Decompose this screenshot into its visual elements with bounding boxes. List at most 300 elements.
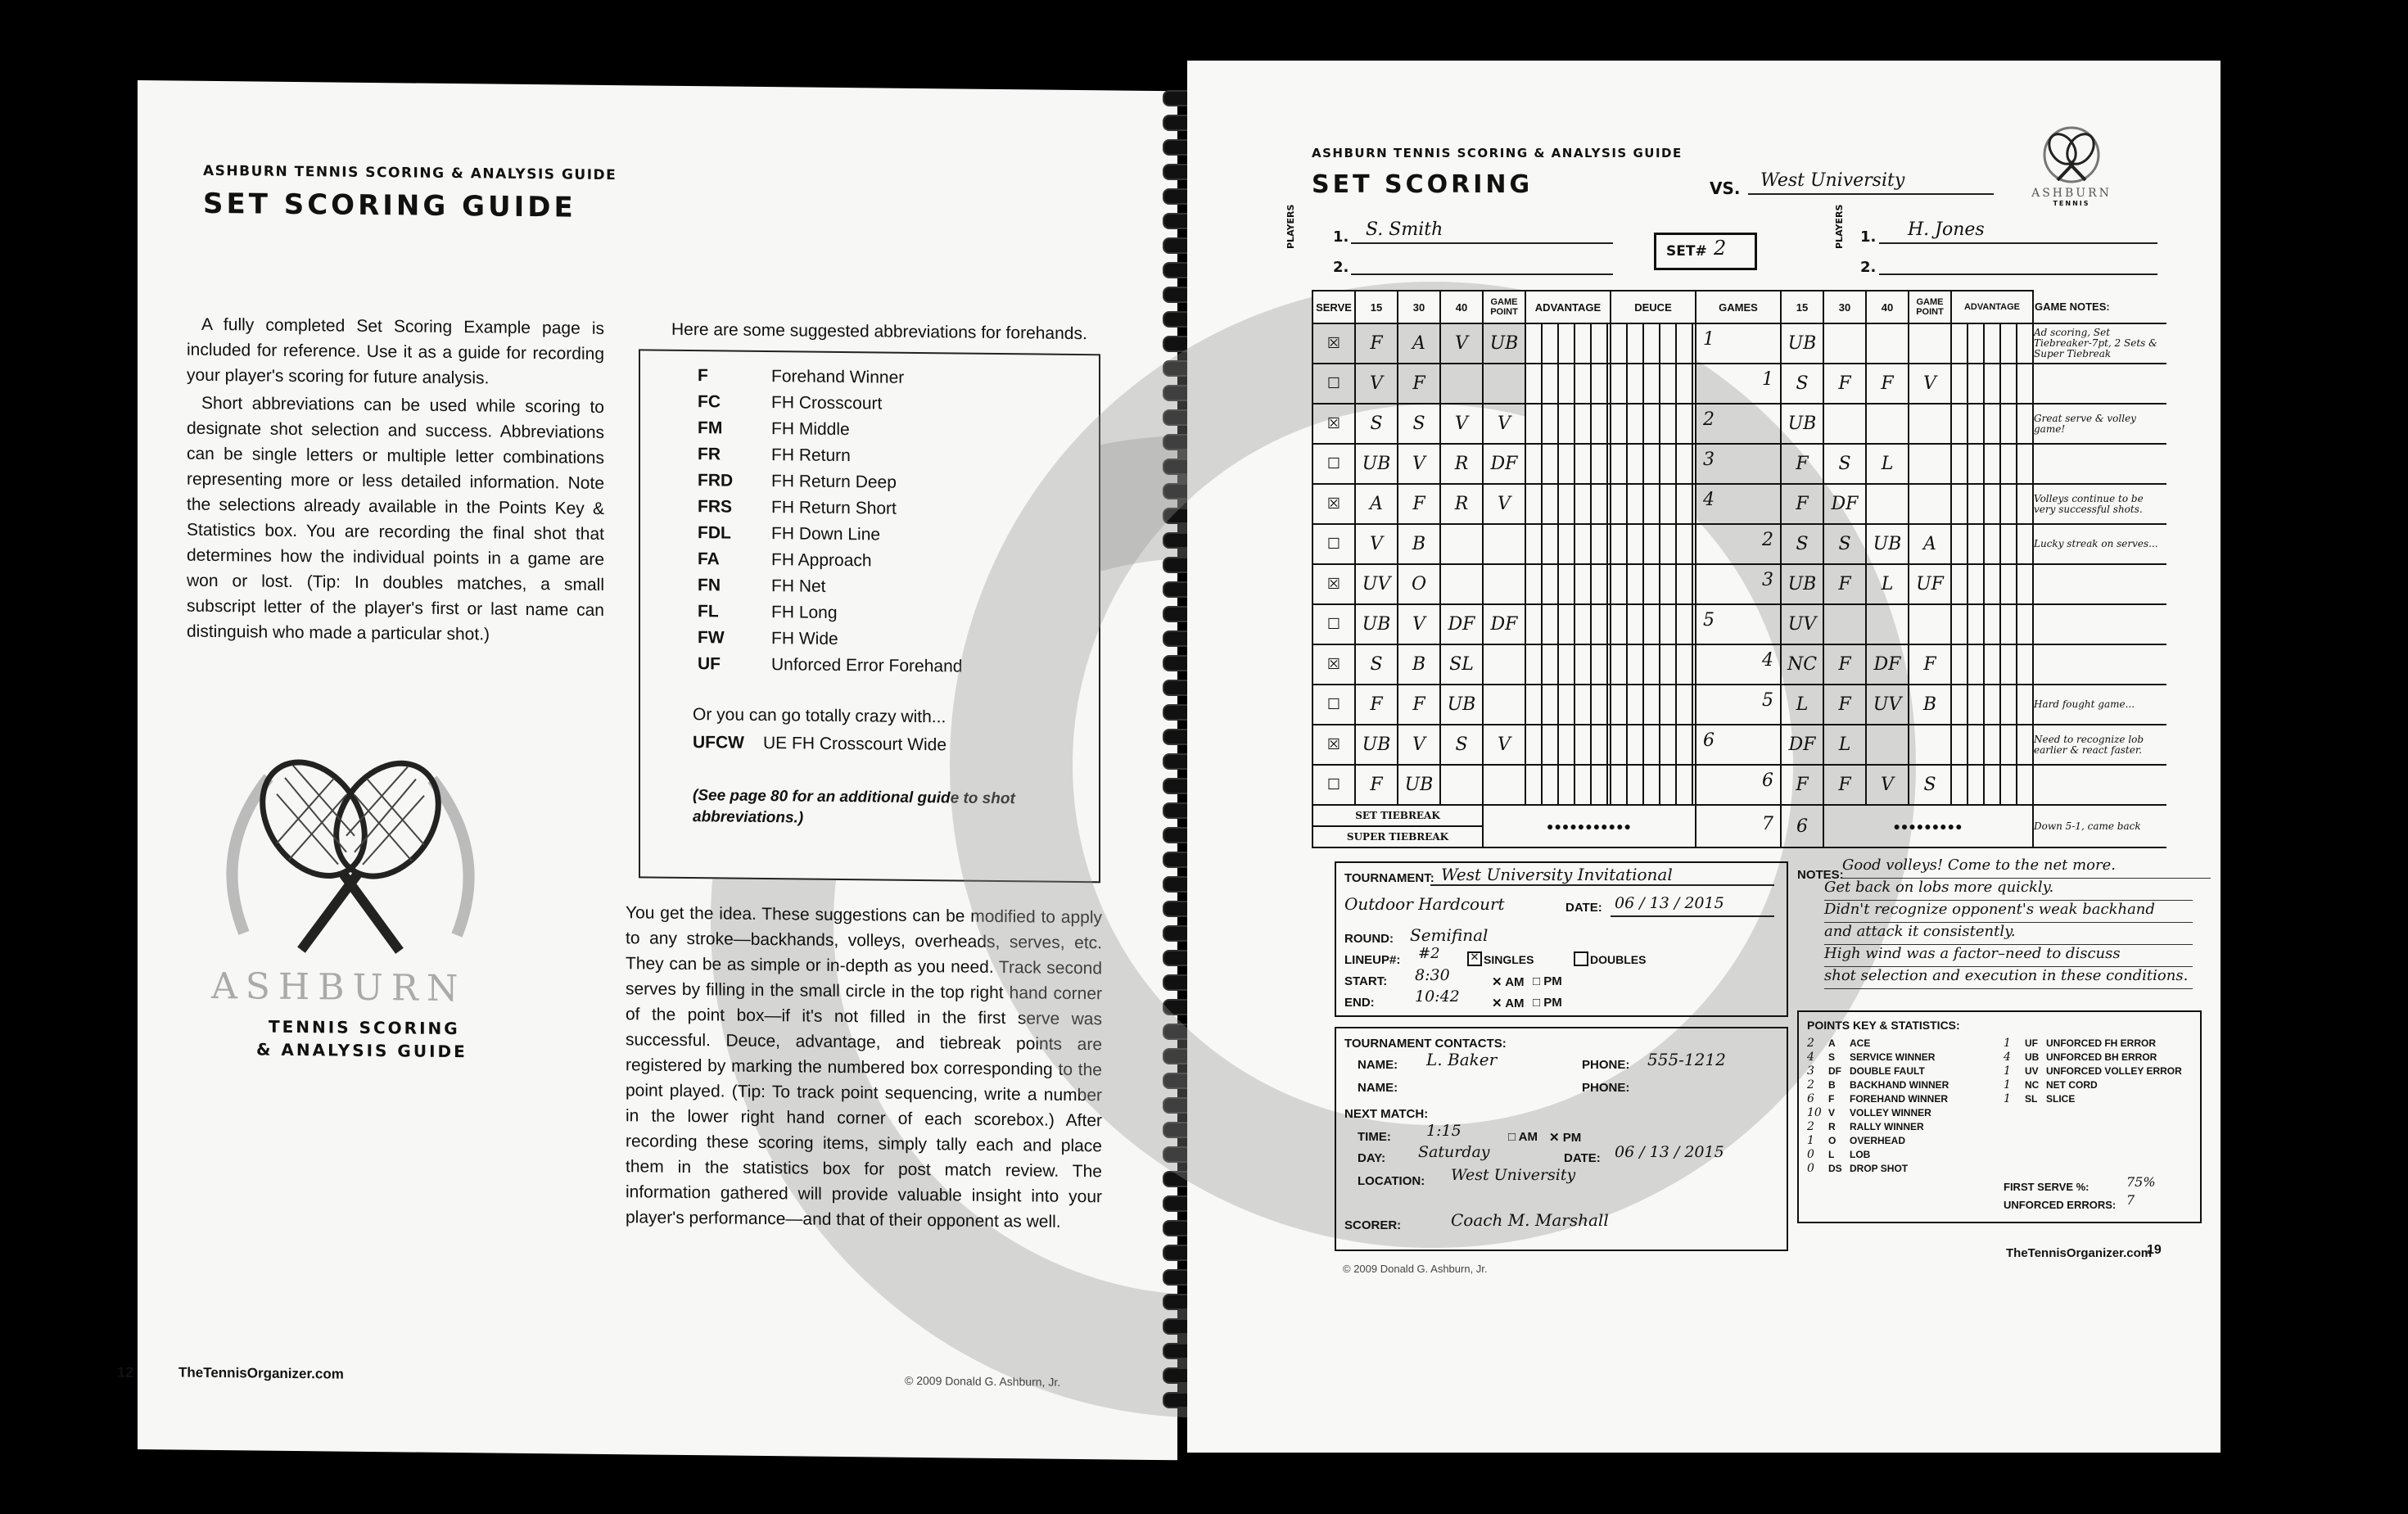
stat-row	[1807, 1148, 1870, 1161]
serve-checkbox: ☐	[1312, 765, 1355, 805]
serve-checkbox: ☐	[1312, 685, 1355, 725]
end-pm: □ PM	[1533, 996, 1562, 1010]
scoring-grid	[1312, 290, 2166, 848]
deuce-cell	[1611, 564, 1696, 604]
opp-point-cell: S	[1781, 364, 1823, 404]
next-time: 1:15	[1426, 1122, 1462, 1140]
stat-count: 1	[2004, 1037, 2011, 1050]
point-cell: V	[1440, 404, 1483, 444]
score-row	[1312, 364, 2166, 404]
opp-point-cell: S	[1823, 444, 1866, 484]
point-cell	[1483, 644, 1525, 685]
deuce-cell	[1611, 604, 1696, 644]
game-note	[2033, 564, 2166, 604]
opp-point-cell	[1866, 604, 1909, 644]
point-cell: UB	[1483, 323, 1525, 364]
stat-row	[1807, 1037, 1870, 1050]
opp-tiebreak-dots: ●●●●●●●●●	[1823, 805, 2033, 847]
players-label: PLAYERS	[1285, 204, 1296, 249]
stat-row	[2004, 1064, 2182, 1078]
stat-count: 4	[1807, 1051, 1814, 1064]
singles-checkbox[interactable]: ✕	[1467, 951, 1482, 966]
games-cell	[1696, 725, 1781, 765]
deuce-cell	[1611, 484, 1696, 524]
next-day: Saturday	[1418, 1143, 1490, 1161]
serve-checkbox: ☒	[1312, 725, 1355, 765]
games-opponent: 1	[1762, 369, 1773, 390]
games-cell	[1696, 484, 1781, 524]
note-line: High wind was a factor–need to discuss	[1824, 945, 2193, 967]
opp-advantage-cell	[1951, 444, 2033, 484]
score-row	[1312, 323, 2166, 364]
statistics-box	[1797, 1010, 2202, 1223]
opp-advantage-cell	[1951, 524, 2033, 564]
location-label: LOCATION:	[1358, 1174, 1425, 1188]
unforced-value: 7	[2126, 1192, 2135, 1208]
point-cell: UB	[1398, 765, 1440, 805]
game-note	[2033, 604, 2166, 644]
header-game-point-opp: GAME POINT	[1909, 291, 1951, 323]
start-label: START:	[1344, 974, 1388, 988]
games-cell	[1696, 524, 1781, 564]
game-note: Hard fought game...	[2033, 685, 2166, 725]
opp-point-cell: F	[1866, 364, 1909, 404]
site-name: TheTennisOrganizer.com	[178, 1364, 344, 1382]
opp-point-cell: S	[1909, 765, 1951, 805]
opp-point-cell	[1866, 404, 1909, 444]
next-date-label: DATE:	[1564, 1151, 1601, 1165]
stat-row	[2004, 1078, 2098, 1091]
games-player: 6	[1703, 730, 1715, 751]
end-value: 10:42	[1415, 987, 1460, 1006]
point-cell: A	[1355, 484, 1398, 524]
stat-row	[1807, 1051, 1935, 1064]
stat-count: 0	[1807, 1162, 1814, 1175]
opp-advantage-cell	[1951, 404, 2033, 444]
point-cell: V	[1398, 725, 1440, 765]
day-label: DAY:	[1358, 1151, 1386, 1165]
stat-code: DS	[1828, 1163, 1842, 1174]
games-cell	[1696, 685, 1781, 725]
player-1-number: 1.	[1333, 228, 1349, 246]
end-am: ✕ AM	[1492, 997, 1525, 1010]
grid-header-row	[1312, 291, 2166, 323]
point-cell: DF	[1483, 604, 1525, 644]
stat-code: F	[1828, 1093, 1835, 1105]
tiebreak-dots: ●●●●●●●●●●●	[1483, 805, 1696, 847]
games-player: 4	[1703, 490, 1715, 510]
opp-point-cell: S	[1823, 524, 1866, 564]
stat-code: UF	[2025, 1037, 2038, 1049]
stat-code: B	[1828, 1079, 1836, 1091]
logo-word: ASHBURN	[2031, 187, 2112, 200]
point-cell: V	[1440, 323, 1483, 364]
stat-code: UB	[2025, 1051, 2040, 1063]
game-note: Need to recognize lob earlier & react faster.	[2033, 725, 2166, 765]
opp-point-cell	[1866, 725, 1909, 765]
point-cell: A	[1398, 323, 1440, 364]
stat-desc: RALLY WINNER	[1850, 1121, 1924, 1132]
games-cell	[1696, 444, 1781, 484]
point-cell: F	[1355, 685, 1398, 725]
stat-code: S	[1828, 1051, 1836, 1063]
deuce-cell	[1611, 404, 1696, 444]
header-advantage-opp: ADVANTAGE	[1951, 291, 2033, 323]
player-2-line	[1351, 273, 1613, 275]
score-row	[1312, 444, 2166, 484]
opp-point-cell: B	[1909, 685, 1951, 725]
game-note	[2033, 364, 2166, 404]
first-serve-label: FIRST SERVE %:	[2004, 1181, 2089, 1193]
note-line: Get back on lobs more quickly.	[1824, 879, 2193, 901]
opp-point-cell	[1909, 725, 1951, 765]
stat-row	[2004, 1092, 2075, 1105]
contact-name-2-label: NAME:	[1358, 1081, 1398, 1095]
score-row	[1312, 564, 2166, 604]
games-player: 2	[1703, 409, 1715, 430]
header-30: 30	[1398, 291, 1440, 323]
opp-point-cell: UB	[1781, 404, 1823, 444]
page-number: 19	[2147, 1243, 2162, 1257]
first-serve-value: 75%	[2126, 1174, 2156, 1190]
stat-row	[1807, 1120, 1924, 1133]
opp-point-cell: L	[1781, 685, 1823, 725]
header-serve: SERVE	[1312, 291, 1355, 323]
super-tiebreak-label: SUPER TIEBREAK	[1312, 826, 1483, 847]
note-line: Good volleys! Come to the net more.	[1842, 856, 2211, 879]
abbreviations-box: F Forehand Winner FC FH Crosscourt FM FH Middle FR FH Return FRD FH Return Deep FRS FH Return Short FDL FH Down Line FA FH Approach FN FH Net FL FH Long FW FH Wide UF Unforced Error Forehand Or you can go totally crazy with... UFCW UE FH Crosscourt Wide (See page 80 for an additional guide to shot abbreviations.)	[639, 349, 1100, 883]
point-cell: DF	[1440, 604, 1483, 644]
games-opponent: 3	[1762, 570, 1773, 590]
games-cell	[1696, 364, 1781, 404]
serve-checkbox: ☒	[1312, 404, 1355, 444]
deuce-cell	[1611, 725, 1696, 765]
stat-row	[1807, 1092, 1948, 1105]
advantage-cell	[1525, 484, 1611, 524]
deuce-cell	[1611, 364, 1696, 404]
tiebreak-games-player: 7	[1762, 814, 1773, 834]
next-match-label: NEXT MATCH:	[1344, 1107, 1429, 1121]
point-cell: UB	[1355, 444, 1398, 484]
phone-value: 555-1212	[1647, 1050, 1726, 1069]
phone-label: PHONE:	[1582, 1058, 1630, 1072]
next-pm: ✕ PM	[1549, 1131, 1582, 1145]
tiebreak-games-opponent: 6	[1781, 805, 1823, 847]
opp-point-cell	[1823, 323, 1866, 364]
right-page	[1187, 61, 2221, 1453]
games-cell	[1696, 323, 1781, 364]
stat-row	[1807, 1064, 1925, 1078]
opp-point-cell: F	[1823, 644, 1866, 685]
unforced-label: UNFORCED ERRORS:	[2004, 1199, 2117, 1211]
set-value: 2	[1714, 237, 1727, 260]
opp-player-2-line	[1879, 273, 2157, 275]
opp-point-cell: V	[1909, 364, 1951, 404]
opp-point-cell	[1823, 604, 1866, 644]
guide-name: ASHBURN TENNIS SCORING & ANALYSIS GUIDE	[1312, 146, 1683, 160]
point-cell: UB	[1440, 685, 1483, 725]
game-note	[2033, 644, 2166, 685]
point-cell: S	[1355, 644, 1398, 685]
ashburn-logo	[2022, 126, 2121, 216]
header-deuce: DEUCE	[1611, 291, 1696, 323]
opp-point-cell	[1909, 484, 1951, 524]
point-cell: F	[1398, 685, 1440, 725]
notes-label: NOTES:	[1797, 868, 1844, 882]
opp-point-cell: F	[1823, 765, 1866, 805]
stat-count: 1	[2004, 1078, 2011, 1091]
note-line: and attack it consistently.	[1824, 923, 2193, 945]
point-cell	[1483, 685, 1525, 725]
opp-advantage-cell	[1951, 765, 2033, 805]
contacts-label: TOURNAMENT CONTACTS:	[1344, 1037, 1507, 1051]
games-cell	[1696, 404, 1781, 444]
opp-point-cell: L	[1866, 564, 1909, 604]
stat-code: L	[1828, 1149, 1835, 1160]
opp-point-cell	[1866, 323, 1909, 364]
crossed-rackets-icon	[2035, 126, 2108, 183]
opp-point-cell: L	[1866, 444, 1909, 484]
serve-checkbox: ☐	[1312, 444, 1355, 484]
opp-point-cell: UV	[1781, 604, 1823, 644]
round-label: ROUND:	[1344, 932, 1394, 946]
point-cell: F	[1355, 765, 1398, 805]
logo-sub-2: & ANALYSIS GUIDE	[256, 1039, 468, 1062]
advantage-cell	[1525, 604, 1611, 644]
opp-point-cell	[1866, 484, 1909, 524]
stat-code: A	[1828, 1037, 1836, 1049]
stat-desc: UNFORCED VOLLEY ERROR	[2046, 1065, 2182, 1077]
opp-player-1-line	[1879, 242, 2157, 244]
stat-count: 0	[1807, 1148, 1814, 1161]
point-cell	[1483, 765, 1525, 805]
opp-point-cell: F	[1781, 765, 1823, 805]
stat-row	[2004, 1051, 2157, 1064]
deuce-cell	[1611, 644, 1696, 685]
doubles-checkbox[interactable]	[1574, 951, 1588, 966]
advantage-cell	[1525, 644, 1611, 685]
advantage-cell	[1525, 404, 1611, 444]
player-1-line	[1351, 242, 1613, 244]
contact-name: L. Baker	[1426, 1050, 1498, 1069]
scorer-value: Coach M. Marshall	[1451, 1210, 1609, 1230]
contacts-box	[1335, 1027, 1788, 1251]
stat-code: V	[1828, 1107, 1836, 1119]
advantage-cell	[1525, 323, 1611, 364]
score-row	[1312, 765, 2166, 805]
point-cell: S	[1355, 404, 1398, 444]
stat-count: 2	[1807, 1037, 1814, 1050]
set-tiebreak-label: SET TIEBREAK	[1312, 805, 1483, 826]
deuce-cell	[1611, 524, 1696, 564]
header-15: 15	[1355, 291, 1398, 323]
point-cell: F	[1398, 364, 1440, 404]
next-date: 06 / 13 / 2015	[1615, 1143, 1724, 1161]
header-40-opp: 40	[1866, 291, 1909, 323]
intro-paragraph-2: Short abbreviations can be used while scoring to designate shot selection and success. Abbreviations can be single letters or multiple letter combinations representing more or less detailed information. Note the selections already available in the Points Key & Statistics box. You are recording the final shot that determines how the individual points in a game are won or lost. (Tip: In doubles matches, a small subscript letter of the player's first or last name can distinguish who made a particular shot.)	[187, 393, 604, 644]
crossed-rackets-icon	[195, 728, 506, 977]
point-cell: V	[1483, 725, 1525, 765]
stat-desc: FOREHAND WINNER	[1850, 1093, 1948, 1105]
doubles-label: DOUBLES	[1590, 953, 1647, 966]
stat-row	[1807, 1078, 1949, 1091]
opponent-line	[1748, 193, 1994, 195]
start-value: 8:30	[1415, 966, 1450, 984]
next-am: □ AM	[1508, 1130, 1538, 1144]
games-opponent: 5	[1762, 690, 1773, 711]
opp-point-cell: F	[1909, 644, 1951, 685]
advantage-cell	[1525, 725, 1611, 765]
opp-advantage-cell	[1951, 564, 2033, 604]
stat-desc: BACKHAND WINNER	[1850, 1079, 1949, 1091]
copyright: © 2009 Donald G. Ashburn, Jr.	[1343, 1263, 1488, 1275]
date-line	[1611, 915, 1774, 917]
stat-desc: SERVICE WINNER	[1850, 1051, 1936, 1063]
notes-block	[1824, 856, 2211, 989]
lower-paragraph: You get the idea. These suggestions can be modified to apply to any stroke—backhands, volleys, overheads, serves, etc. They can be as simple or in-depth as you need. Track second serves by filling in the small circle in the top right hand corner of the point box—if it's not filled in the first serve was successful. Deuce, advantage, and tiebreak points are registered by marking the numbered box corresponding to the point played. (Tip: To track point sequencing, write a number in the lower right hand corner of each scorebox.) After recording these scoring items, simply tally each and place them in the statistics box for post match review. The information gathered will provide valuable insight into your player's performance—and that of their opponent as well.	[626, 903, 1102, 1232]
games-cell	[1696, 564, 1781, 604]
games-player: 1	[1703, 329, 1715, 350]
point-cell: S	[1398, 404, 1440, 444]
point-cell: V	[1483, 404, 1525, 444]
game-note	[2033, 444, 2166, 484]
deuce-cell	[1611, 685, 1696, 725]
opp-point-cell: DF	[1866, 644, 1909, 685]
game-note	[2033, 765, 2166, 805]
stat-row	[1807, 1162, 1908, 1175]
opp-point-cell	[1909, 444, 1951, 484]
point-cell	[1440, 364, 1483, 404]
stat-code: DF	[1828, 1065, 1841, 1077]
point-cell: V	[1483, 484, 1525, 524]
logo-sub: TENNIS	[2053, 200, 2090, 207]
point-cell: SL	[1440, 644, 1483, 685]
games-cell	[1696, 765, 1781, 805]
header-40: 40	[1440, 291, 1483, 323]
page-number: 12	[117, 1363, 134, 1381]
opp-point-cell: F	[1823, 564, 1866, 604]
page-title: SET SCORING	[1312, 170, 1534, 199]
score-row	[1312, 725, 2166, 765]
game-note: Lucky streak on serves...	[2033, 524, 2166, 564]
opp-point-cell	[1909, 604, 1951, 644]
abbr-intro: Here are some suggested abbreviations for forehands.	[671, 319, 1087, 344]
stat-count: 6	[1807, 1092, 1814, 1105]
stat-desc: LOB	[1850, 1149, 1871, 1160]
opp-point-cell: F	[1781, 484, 1823, 524]
stat-count: 3	[1807, 1064, 1814, 1078]
serve-checkbox: ☐	[1312, 364, 1355, 404]
opp-point-cell	[1909, 404, 1951, 444]
logo-sub-1: TENNIS SCORING	[269, 1016, 460, 1039]
score-row	[1312, 404, 2166, 444]
opp-point-cell	[1823, 404, 1866, 444]
point-cell: B	[1398, 644, 1440, 685]
opp-point-cell: F	[1781, 444, 1823, 484]
opp-advantage-cell	[1951, 484, 2033, 524]
stat-row	[1807, 1106, 1931, 1119]
header-15-opp: 15	[1781, 291, 1823, 323]
contact-name-label: NAME:	[1358, 1058, 1398, 1072]
stat-desc: NET CORD	[2046, 1079, 2098, 1091]
point-cell: UB	[1355, 604, 1398, 644]
player-2-number: 2.	[1333, 259, 1349, 276]
point-cell	[1440, 765, 1483, 805]
guide-name: ASHBURN TENNIS SCORING & ANALYSIS GUIDE	[203, 162, 617, 184]
header-games: GAMES	[1696, 291, 1781, 323]
page-title: SET SCORING GUIDE	[203, 187, 576, 224]
point-cell	[1483, 524, 1525, 564]
opp-advantage-cell	[1951, 644, 2033, 685]
deuce-cell	[1611, 765, 1696, 805]
score-row	[1312, 484, 2166, 524]
opp-players-label: PLAYERS	[1834, 204, 1845, 249]
opp-advantage-cell	[1951, 323, 2033, 364]
advantage-cell	[1525, 524, 1611, 564]
score-row	[1312, 685, 2166, 725]
opp-advantage-cell	[1951, 685, 2033, 725]
singles-label: SINGLES	[1484, 953, 1534, 966]
serve-checkbox: ☐	[1312, 604, 1355, 644]
stat-desc: DROP SHOT	[1850, 1163, 1909, 1174]
opp-player-2-number: 2.	[1860, 259, 1877, 276]
point-cell: V	[1398, 444, 1440, 484]
set-label: SET#	[1666, 243, 1707, 260]
opp-point-cell: A	[1909, 524, 1951, 564]
stat-desc: SLICE	[2046, 1093, 2076, 1105]
opp-point-cell: F	[1823, 364, 1866, 404]
point-cell: F	[1398, 484, 1440, 524]
opp-point-cell: DF	[1823, 484, 1866, 524]
lineup-label: LINEUP#:	[1344, 953, 1401, 967]
stat-code: SL	[2025, 1093, 2038, 1105]
stat-code: UV	[2025, 1065, 2039, 1077]
stat-desc: UNFORCED FH ERROR	[2046, 1037, 2156, 1049]
set-tiebreak-row	[1312, 805, 2166, 826]
note-line: shot selection and execution in these conditions.	[1824, 967, 2193, 989]
serve-checkbox: ☒	[1312, 564, 1355, 604]
opp-point-cell: UB	[1781, 323, 1823, 364]
stat-code: O	[1828, 1135, 1836, 1146]
stat-desc: OVERHEAD	[1850, 1135, 1906, 1146]
point-cell	[1440, 524, 1483, 564]
stat-code: R	[1828, 1121, 1836, 1132]
advantage-cell	[1525, 564, 1611, 604]
site-name: TheTennisOrganizer.com	[2006, 1246, 2153, 1260]
tournament-box	[1335, 861, 1788, 1017]
end-label: END:	[1344, 996, 1375, 1010]
location-value: West University	[1451, 1166, 1576, 1184]
games-player: 5	[1703, 610, 1715, 630]
tournament-label: TOURNAMENT:	[1344, 871, 1434, 885]
games-cell	[1696, 604, 1781, 644]
opp-point-cell: L	[1823, 725, 1866, 765]
tournament-line	[1430, 884, 1774, 886]
lineup-value: #2	[1418, 945, 1440, 962]
point-cell	[1483, 364, 1525, 404]
point-cell: V	[1355, 524, 1398, 564]
opp-player-1-name: H. Jones	[1908, 219, 1985, 240]
score-row	[1312, 604, 2166, 644]
serve-checkbox: ☒	[1312, 484, 1355, 524]
opp-player-1-number: 1.	[1860, 228, 1877, 246]
game-note: Ad scoring, Set Tiebreaker-7pt, 2 Sets & Super Tiebreak	[2033, 323, 2166, 364]
score-row	[1312, 524, 2166, 564]
note-line: Didn't recognize opponent's weak backhand	[1824, 901, 2193, 923]
stat-count: 2	[1807, 1120, 1814, 1133]
advantage-cell	[1525, 364, 1611, 404]
tournament-name: West University Invitational	[1441, 865, 1673, 884]
